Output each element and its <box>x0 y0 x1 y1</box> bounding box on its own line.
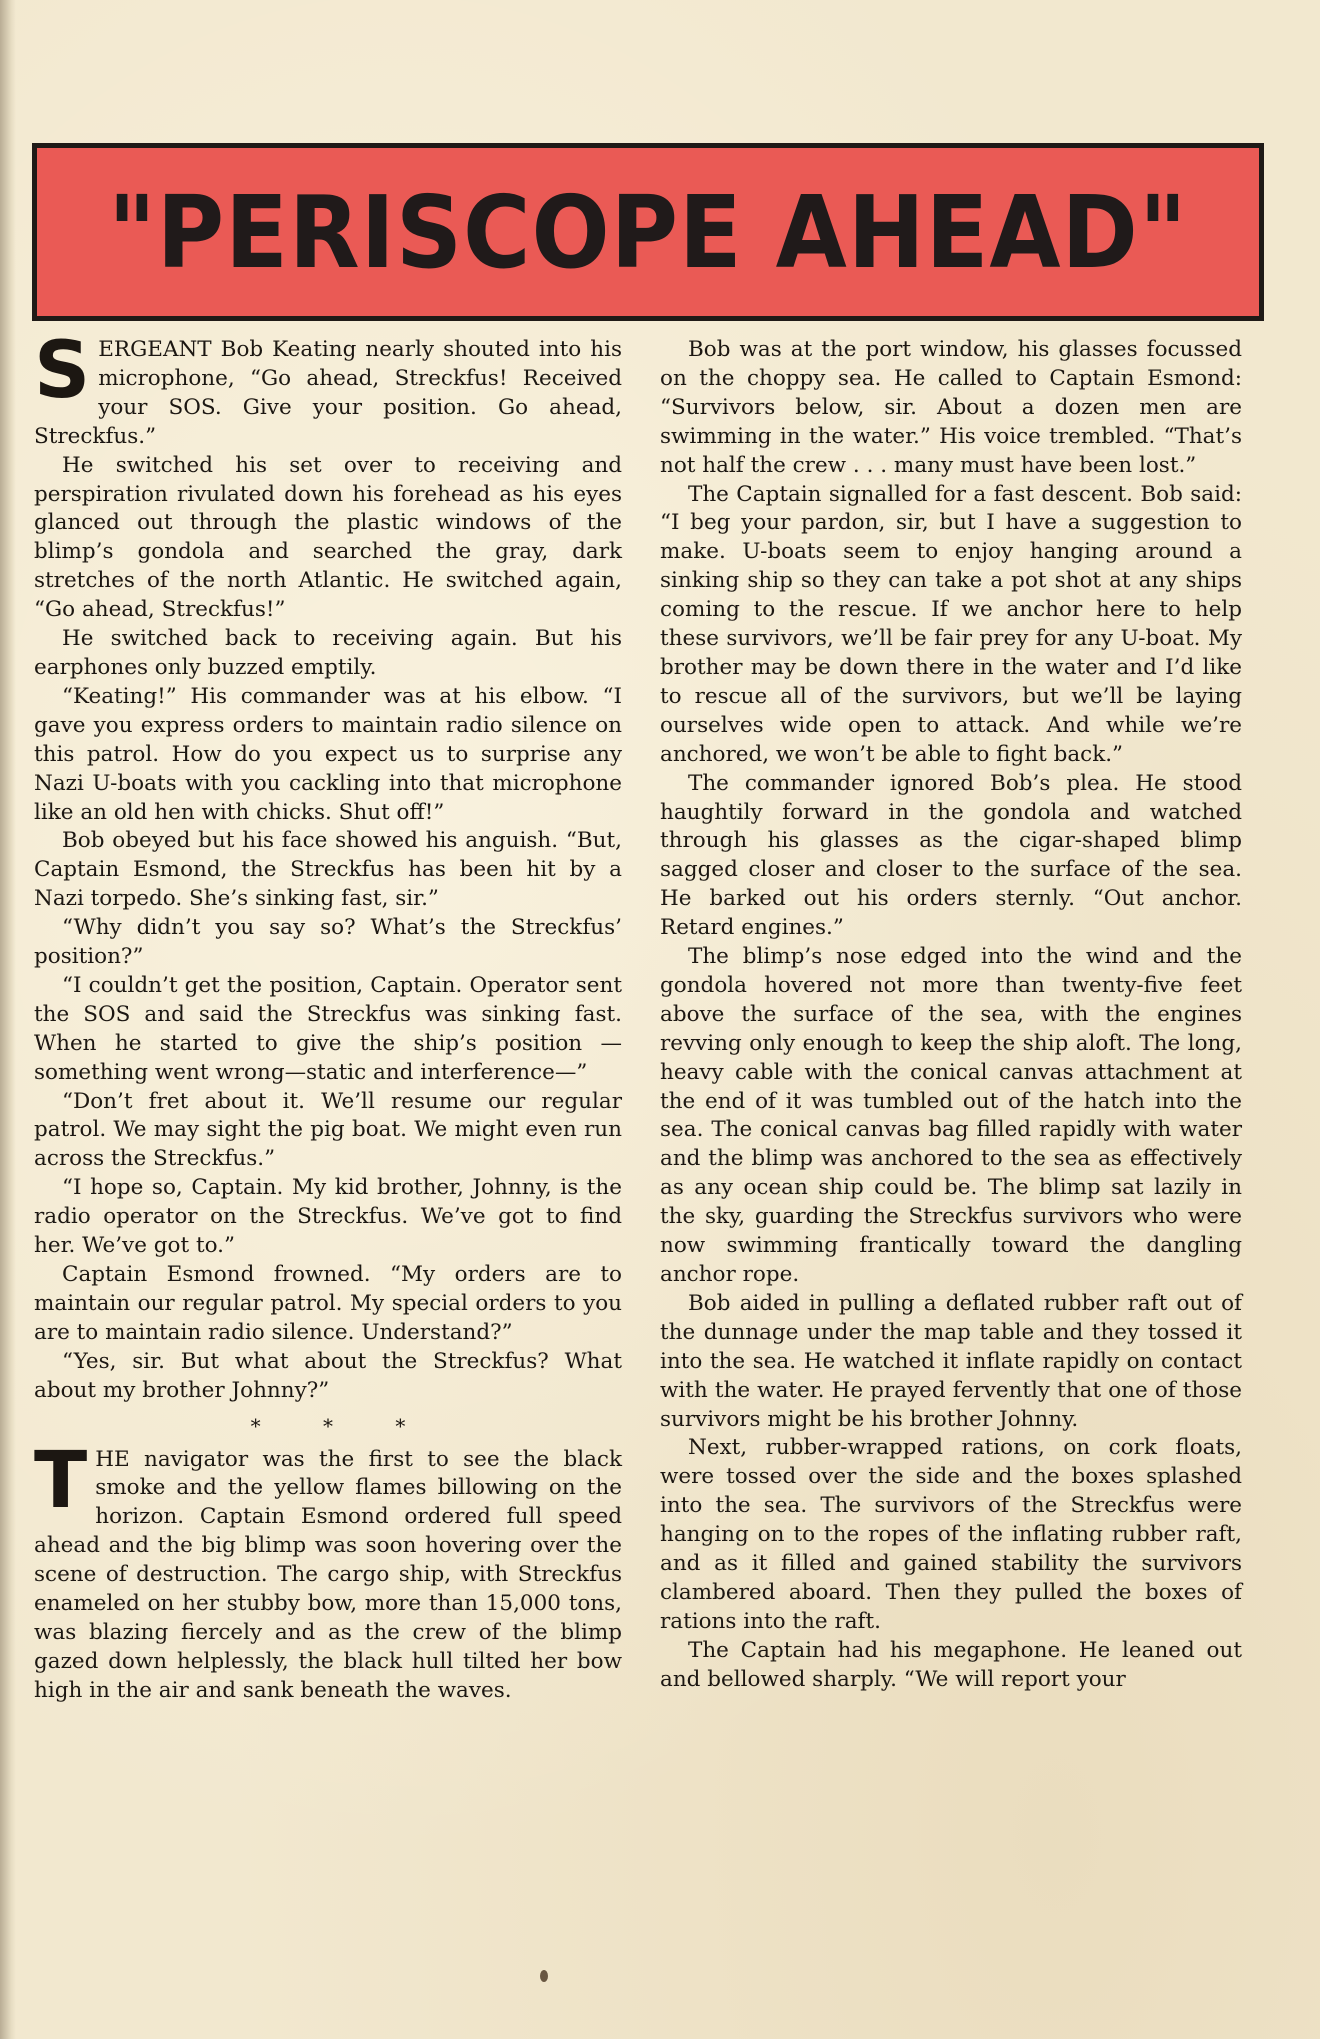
right-text-column <box>660 336 1242 1695</box>
paragraph <box>34 1435 622 1706</box>
drop-cap-letter: T <box>34 1435 88 1526</box>
paragraph: “I hope so, Captain. My kid brother, Johnny, is the radio operator on the Streckfus. We’ve got to find her. We’ve got to.” <box>34 1175 622 1259</box>
paragraph: “Yes, sir. But what about the Streckfus? What about my brother Johnny?” <box>34 1348 622 1403</box>
paragraph: Next, rubber-wrapped rations, on cork floats, were tossed over the side and the boxes splashed into the sea. The survivors of the Streckfus were hanging on to the ropes of the inflating rubber raft, and as it filled and gained stability the survivors clambered aboard. Then they pulled the boxes of rations into the raft. <box>660 1435 1242 1634</box>
paragraph-lead-word: ERGEANT <box>98 337 212 362</box>
paragraph-text: navigator was the first to see the black smoke and the yellow flames billowing on the horizon. Captain Esmond ordered full speed ahead and the big blimp was soon hovering over the scene of destruction. The cargo ship, with Streckfus enameled on her stubby bow, more than 15,000 tons, was blazing fiercely and as the crew of the blimp gazed down helplessly, the black hull tilted her bow high in the air and sank beneath the waves. <box>34 1446 622 1703</box>
paragraph: The blimp’s nose edged into the wind and the gondola hovered not more than twenty-five feet above the surface of the sea, with the engines revving only enough to keep the ship aloft. The long, heavy cable with the conical canvas attachment at the end of it was tumbled out of the hatch into the sea. The conical canvas bag filled rapidly with water and the blimp was anchored to the sea as effectively as any ocean ship could be. The blimp sat lazily in the sky, guarding the Streckfus survivors who were now swimming frantically toward the dangling anchor rope. <box>660 944 1242 1287</box>
paragraph-lead-word: HE <box>95 1446 130 1472</box>
ink-dot <box>540 1970 548 1982</box>
left-text-column <box>34 326 622 1706</box>
paragraph: He switched his set over to receiving and perspiration rivulated down his forehead as his eyes glanced out through the plastic windows of the blimp’s gondola and searched the gray, dark stretches of the north Atlantic. He switched again, “Go ahead, Streckfus!” <box>34 452 622 623</box>
story-title: "PERISCOPE AHEAD" <box>108 173 1188 291</box>
drop-cap-letter: S <box>34 326 91 416</box>
paragraph <box>34 326 622 452</box>
paragraph: “Why didn’t you say so? What’s the Streckfus’ position?” <box>34 915 622 970</box>
paragraph: He switched back to receiving again. But his earphones only buzzed emptily. <box>34 626 622 680</box>
section-separator: * * * <box>250 1413 434 1438</box>
paragraph: The Captain signalled for a fast descent. Bob said: “I beg your pardon, sir, but I have a suggestion to make. U-boats seem to enjoy hanging around a sinking ship so they can take a pot shot at any ships coming to the rescue. If we anchor here to help these survivors, we’ll be fair prey for any U-boat. My brother may be down there in the water and I’d like to rescue all of the survivors, but we’ll be laying ourselves wide open to attack. And while we’re anchored, we won’t be able to fight back.” <box>660 481 1242 767</box>
paragraph: “Keating!” His commander was at his elbow. “I gave you express orders to maintain radio silence on this patrol. How do you expect us to surprise any Nazi U-boats with you cackling into that microphone like an old hen with chicks. Shut off!” <box>34 683 622 825</box>
paragraph: “Don’t fret about it. We’ll resume our regular patrol. We may sight the pig boat. We might even run across the Streckfus.” <box>34 1088 622 1172</box>
paragraph-text: Bob Keating nearly shouted into his microphone, “Go ahead, Streckfus! Received your SOS. Give your position. Go ahead, Streckfus.” <box>34 337 622 449</box>
title-banner <box>32 143 1264 321</box>
page-spine-shadow <box>0 0 16 2039</box>
paragraph: Bob aided in pulling a deflated rubber raft out of the dunnage under the map table and they tossed it into the sea. He watched it inflate rapidly on contact with the water. He prayed fervently that one of those survivors might be his brother Johnny. <box>660 1290 1242 1432</box>
paragraph: Bob was at the port window, his glasses focussed on the choppy sea. He called to Captain Esmond: “Survivors below, sir. About a dozen men are swimming in the water.” His voice trembled. “That’s not half the crew . . . many must have been lost.” <box>660 337 1242 478</box>
paragraph: Bob obeyed but his face showed his anguish. “But, Captain Esmond, the Streckfus has been hit by a Nazi torpedo. She’s sinking fast, sir.” <box>34 828 622 912</box>
paragraph: “I couldn’t get the position, Captain. Operator sent the SOS and said the Streckfus was sinking fast. When he started to give the ship’s position —something went wrong—static and interference—” <box>34 972 622 1085</box>
paragraph: The commander ignored Bob’s plea. He stood haughtily forward in the gondola and watched through his glasses as the cigar-shaped blimp sagged closer and closer to the surface of the sea. He barked out his orders sternly. “Out anchor. Retard engines.” <box>660 770 1242 941</box>
paragraph: The Captain had his megaphone. He leaned out and bellowed sharply. “We will report your <box>660 1637 1242 1692</box>
paragraph: Captain Esmond frowned. “My orders are to maintain our regular patrol. My special orders to you are to maintain radio silence. Understand?” <box>34 1262 622 1345</box>
